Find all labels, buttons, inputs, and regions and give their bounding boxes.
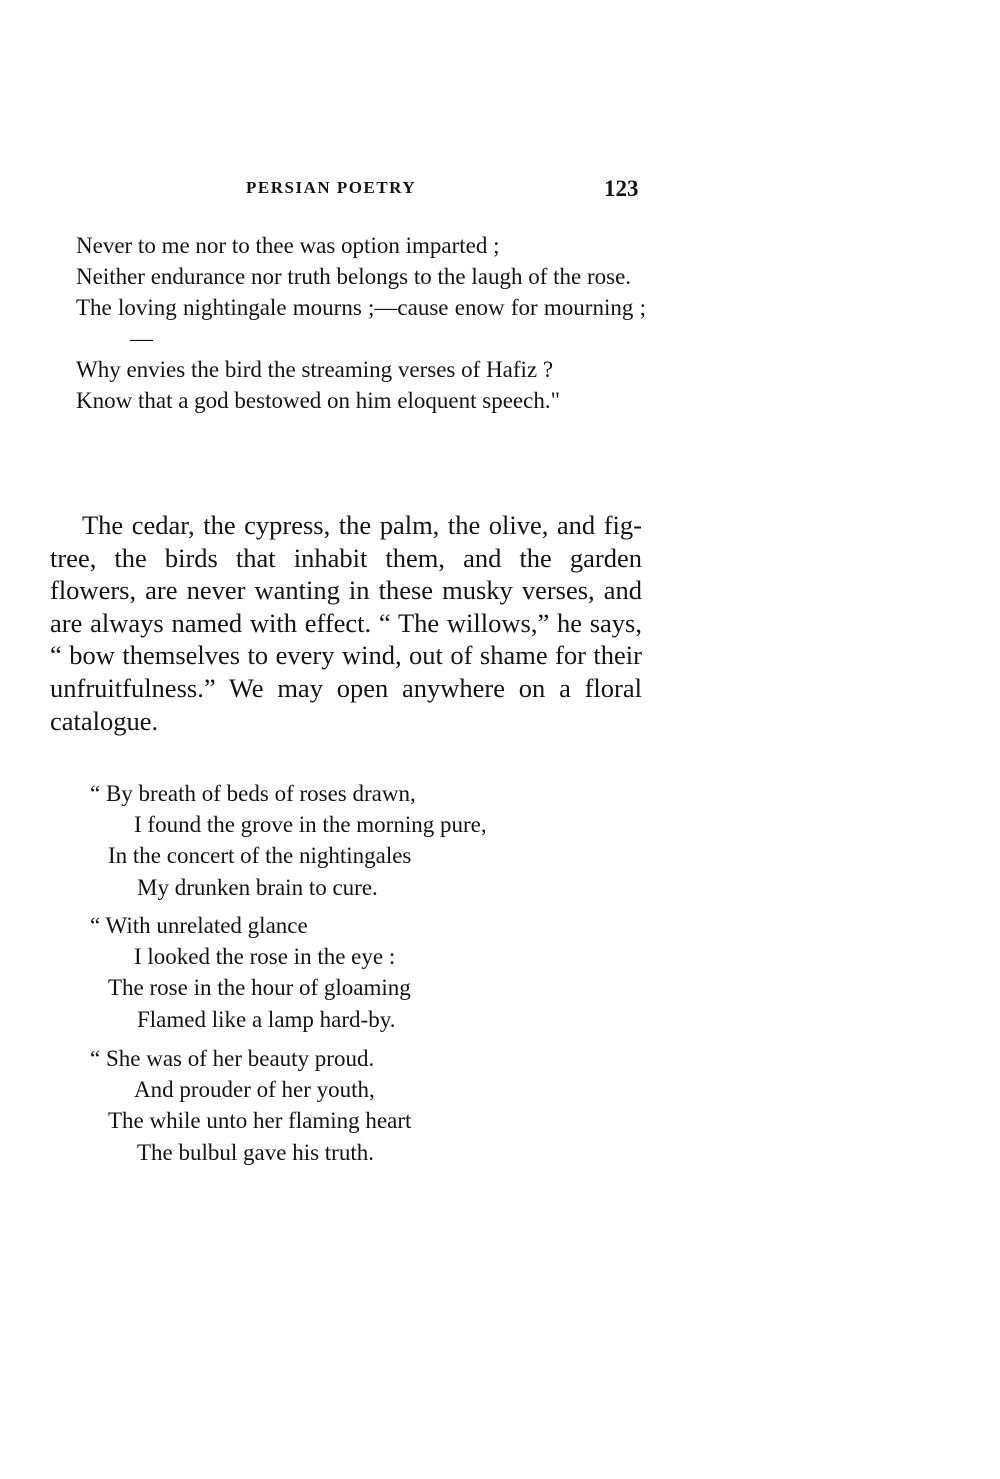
stanza-line: The while unto her flaming heart [108, 1108, 412, 1134]
stanza-line: I looked the rose in the eye : [134, 944, 396, 970]
stanza-2 [90, 910, 411, 1035]
stanza-line: “ With unrelated glance [90, 913, 308, 938]
stanza-line: Flamed like a lamp hard-by. [137, 1006, 396, 1032]
verse-quotation [76, 230, 646, 416]
verse-line: Never to me nor to thee was option imparted ; [76, 233, 500, 258]
stanza-line: “ She was of her beauty proud. [90, 1046, 375, 1071]
stanza-3 [90, 1043, 411, 1168]
stanza-line: I found the grove in the morning pure, [134, 812, 487, 838]
stanza-1 [90, 778, 487, 903]
verse-line: Know that a god bestowed on him eloquent speech." [76, 388, 560, 413]
stanza-line: My drunken brain to cure. [137, 874, 378, 900]
body-paragraph: The cedar, the cypress, the palm, the olive, and fig-tree, the birds that inhabit them, and the garden flowers, are never wanting in these musky verses, and are always named with effect. “ The willows,” he says, “ bow themselves to every wind, out of shame for their unfruitfulness.” We may open anywhere on a floral catalogue. [50, 510, 642, 736]
stanza-line: In the concert of the nightingales [108, 843, 412, 869]
stanza-line: And prouder of her youth, [134, 1077, 375, 1103]
verse-line: Why envies the bird the streaming verses of Hafiz ? [76, 357, 554, 382]
running-head: PERSIAN POETRY [246, 178, 417, 197]
page-number: 123 [604, 176, 639, 201]
verse-line: Neither endurance nor truth belongs to the laugh of the rose. [76, 264, 632, 289]
verse-line: The loving nightingale mourns ;—cause enow for mourning ;— [76, 295, 646, 351]
stanza-line: “ By breath of beds of roses drawn, [90, 781, 416, 806]
stanza-line: The rose in the hour of gloaming [108, 975, 411, 1001]
stanza-line: The bulbul gave his truth. [137, 1139, 374, 1165]
